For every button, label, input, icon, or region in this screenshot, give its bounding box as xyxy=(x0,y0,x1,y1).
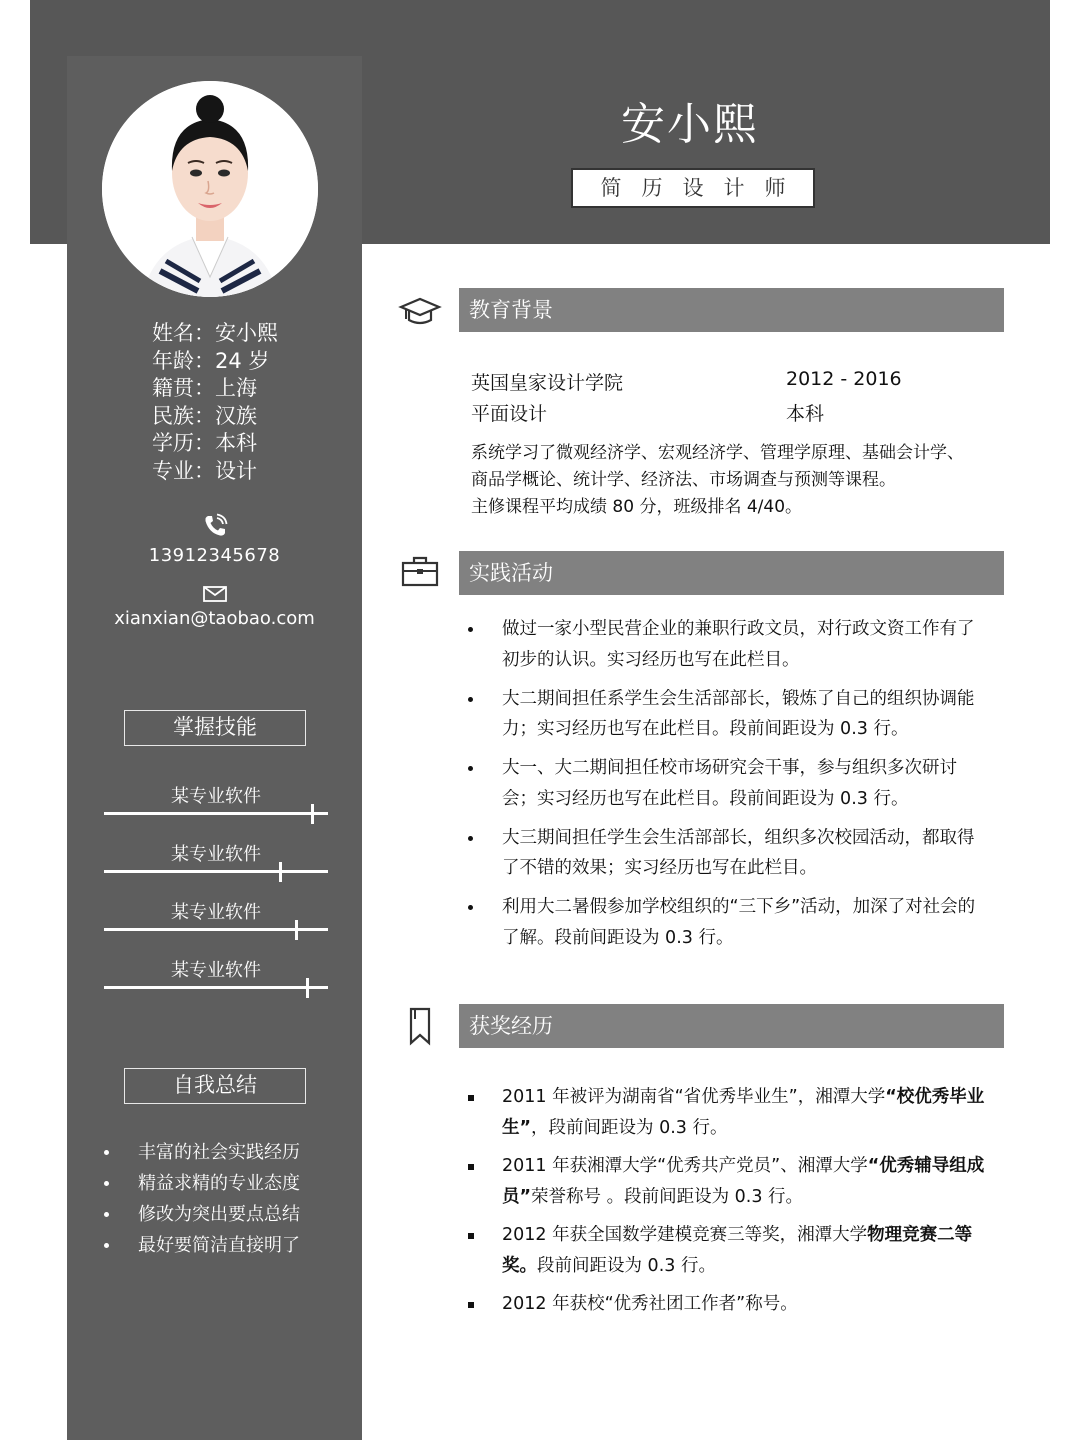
skill-label: 某专业软件 xyxy=(171,844,261,865)
info-hometown: 籍贯：上海 xyxy=(152,376,257,401)
award-text: 段前间距设为 0.3 行。 xyxy=(537,1255,716,1276)
award-highlight: “校优秀毕业生” xyxy=(502,1087,985,1138)
award-highlight: 物理竞赛二等奖。 xyxy=(502,1225,973,1276)
summary-item: 最好要简洁直接明了 xyxy=(104,1233,300,1264)
awards-list xyxy=(468,1082,988,1328)
email-address: xianxian@taobao.com xyxy=(114,608,315,629)
practice-item: 大一、大二期间担任校市场研究会干事，参与组织多次研讨会；实习经历也写在此栏目。段前间距设为 0.3 行。 xyxy=(468,753,988,814)
award-item xyxy=(468,1220,988,1281)
skill-track xyxy=(104,812,328,815)
award-text: 2011 年获湘潭大学“优秀共产党员”、湘潭大学 xyxy=(502,1156,868,1176)
summary-heading: 自我总结 xyxy=(124,1068,306,1104)
mail-icon xyxy=(67,586,362,606)
info-ethnicity: 民族：汉族 xyxy=(152,403,257,428)
description-line: 系统学习了微观经济学、宏观经济学、管理学原理、基础会计学、 xyxy=(471,443,964,463)
award-text: 2011 年被评为湖南省“省优秀毕业生”，湘潭大学 xyxy=(502,1087,886,1107)
resume-name: 安小熙 xyxy=(621,99,759,150)
education-description xyxy=(471,440,991,521)
personal-info xyxy=(152,320,278,486)
portrait-photo xyxy=(102,81,318,297)
skill-label: 某专业软件 xyxy=(171,786,261,807)
award-item xyxy=(468,1151,988,1212)
study-years: 2012 - 2016 xyxy=(786,368,902,390)
degree: 本科 xyxy=(786,403,825,425)
phone-icon xyxy=(67,512,362,544)
skill-level-marker xyxy=(279,862,282,882)
award-text: ，段前间距设为 0.3 行。 xyxy=(531,1117,728,1138)
practice-item: 做过一家小型民营企业的兼职行政文员，对行政文资工作有了初步的认识。实习经历也写在此栏目。 xyxy=(468,614,988,675)
skill-track xyxy=(104,986,328,989)
major-name: 平面设计 xyxy=(471,403,548,425)
skill-label: 某专业软件 xyxy=(171,960,261,981)
skill-level-marker xyxy=(311,804,314,824)
skill-level-marker xyxy=(306,978,309,998)
school-name: 英国皇家设计学院 xyxy=(471,372,624,394)
graduation-cap-icon xyxy=(398,292,442,332)
practice-list xyxy=(468,614,988,962)
skills-heading: 掌握技能 xyxy=(124,710,306,746)
info-name: 姓名：安小熙 xyxy=(152,321,278,345)
briefcase-icon xyxy=(398,552,442,592)
award-text: 2012 年获全国数学建模竞赛三等奖，湘潭大学 xyxy=(502,1225,868,1245)
info-age: 年龄：24 岁 xyxy=(152,348,270,373)
skill-track xyxy=(104,870,328,873)
skill-item xyxy=(104,956,328,996)
practice-item: 大二期间担任系学生会生活部部长，锻炼了自己的组织协调能力；实习经历也写在此栏目。段前间距设为 0.3 行。 xyxy=(468,684,988,745)
award-item xyxy=(468,1289,988,1320)
practice-item: 利用大二暑假参加学校组织的“三下乡”活动，加深了对社会的了解。段前间距设为 0.3 行。 xyxy=(468,892,988,953)
practice-item: 大三期间担任学生会生活部部长，组织多次校园活动，都取得了不错的效果；实习经历也写在此栏目。 xyxy=(468,823,988,884)
skill-label: 某专业软件 xyxy=(171,902,261,923)
description-line: 商品学概论、统计学、经济法、市场调查与预测等课程。 xyxy=(471,470,896,490)
skill-level-marker xyxy=(295,920,298,940)
info-education: 学历：本科 xyxy=(152,431,257,456)
award-item xyxy=(468,1082,988,1143)
skill-item xyxy=(104,782,328,822)
description-line: 主修课程平均成绩 80 分，班级排名 4/40。 xyxy=(471,497,803,517)
award-highlight: “优秀辅导组成员” xyxy=(502,1156,985,1207)
summary-item: 修改为突出要点总结 xyxy=(104,1202,300,1233)
award-text: 2012 年获校“优秀社团工作者”称号。 xyxy=(502,1294,798,1314)
phone-number: 13912345678 xyxy=(148,545,281,566)
info-major: 专业：设计 xyxy=(152,458,257,483)
job-title: 简历设计师 xyxy=(571,168,815,208)
skill-item xyxy=(104,898,328,938)
skill-item xyxy=(104,840,328,880)
summary-item: 丰富的社会实践经历 xyxy=(104,1140,300,1171)
summary-list xyxy=(104,1140,300,1264)
awards-heading: 获奖经历 xyxy=(459,1004,1004,1048)
bookmark-icon xyxy=(398,1006,442,1046)
practice-heading: 实践活动 xyxy=(459,551,1004,595)
education-heading: 教育背景 xyxy=(459,288,1004,332)
award-text: 荣誉称号 。段前间距设为 0.3 行。 xyxy=(531,1186,804,1207)
summary-item: 精益求精的专业态度 xyxy=(104,1171,300,1202)
